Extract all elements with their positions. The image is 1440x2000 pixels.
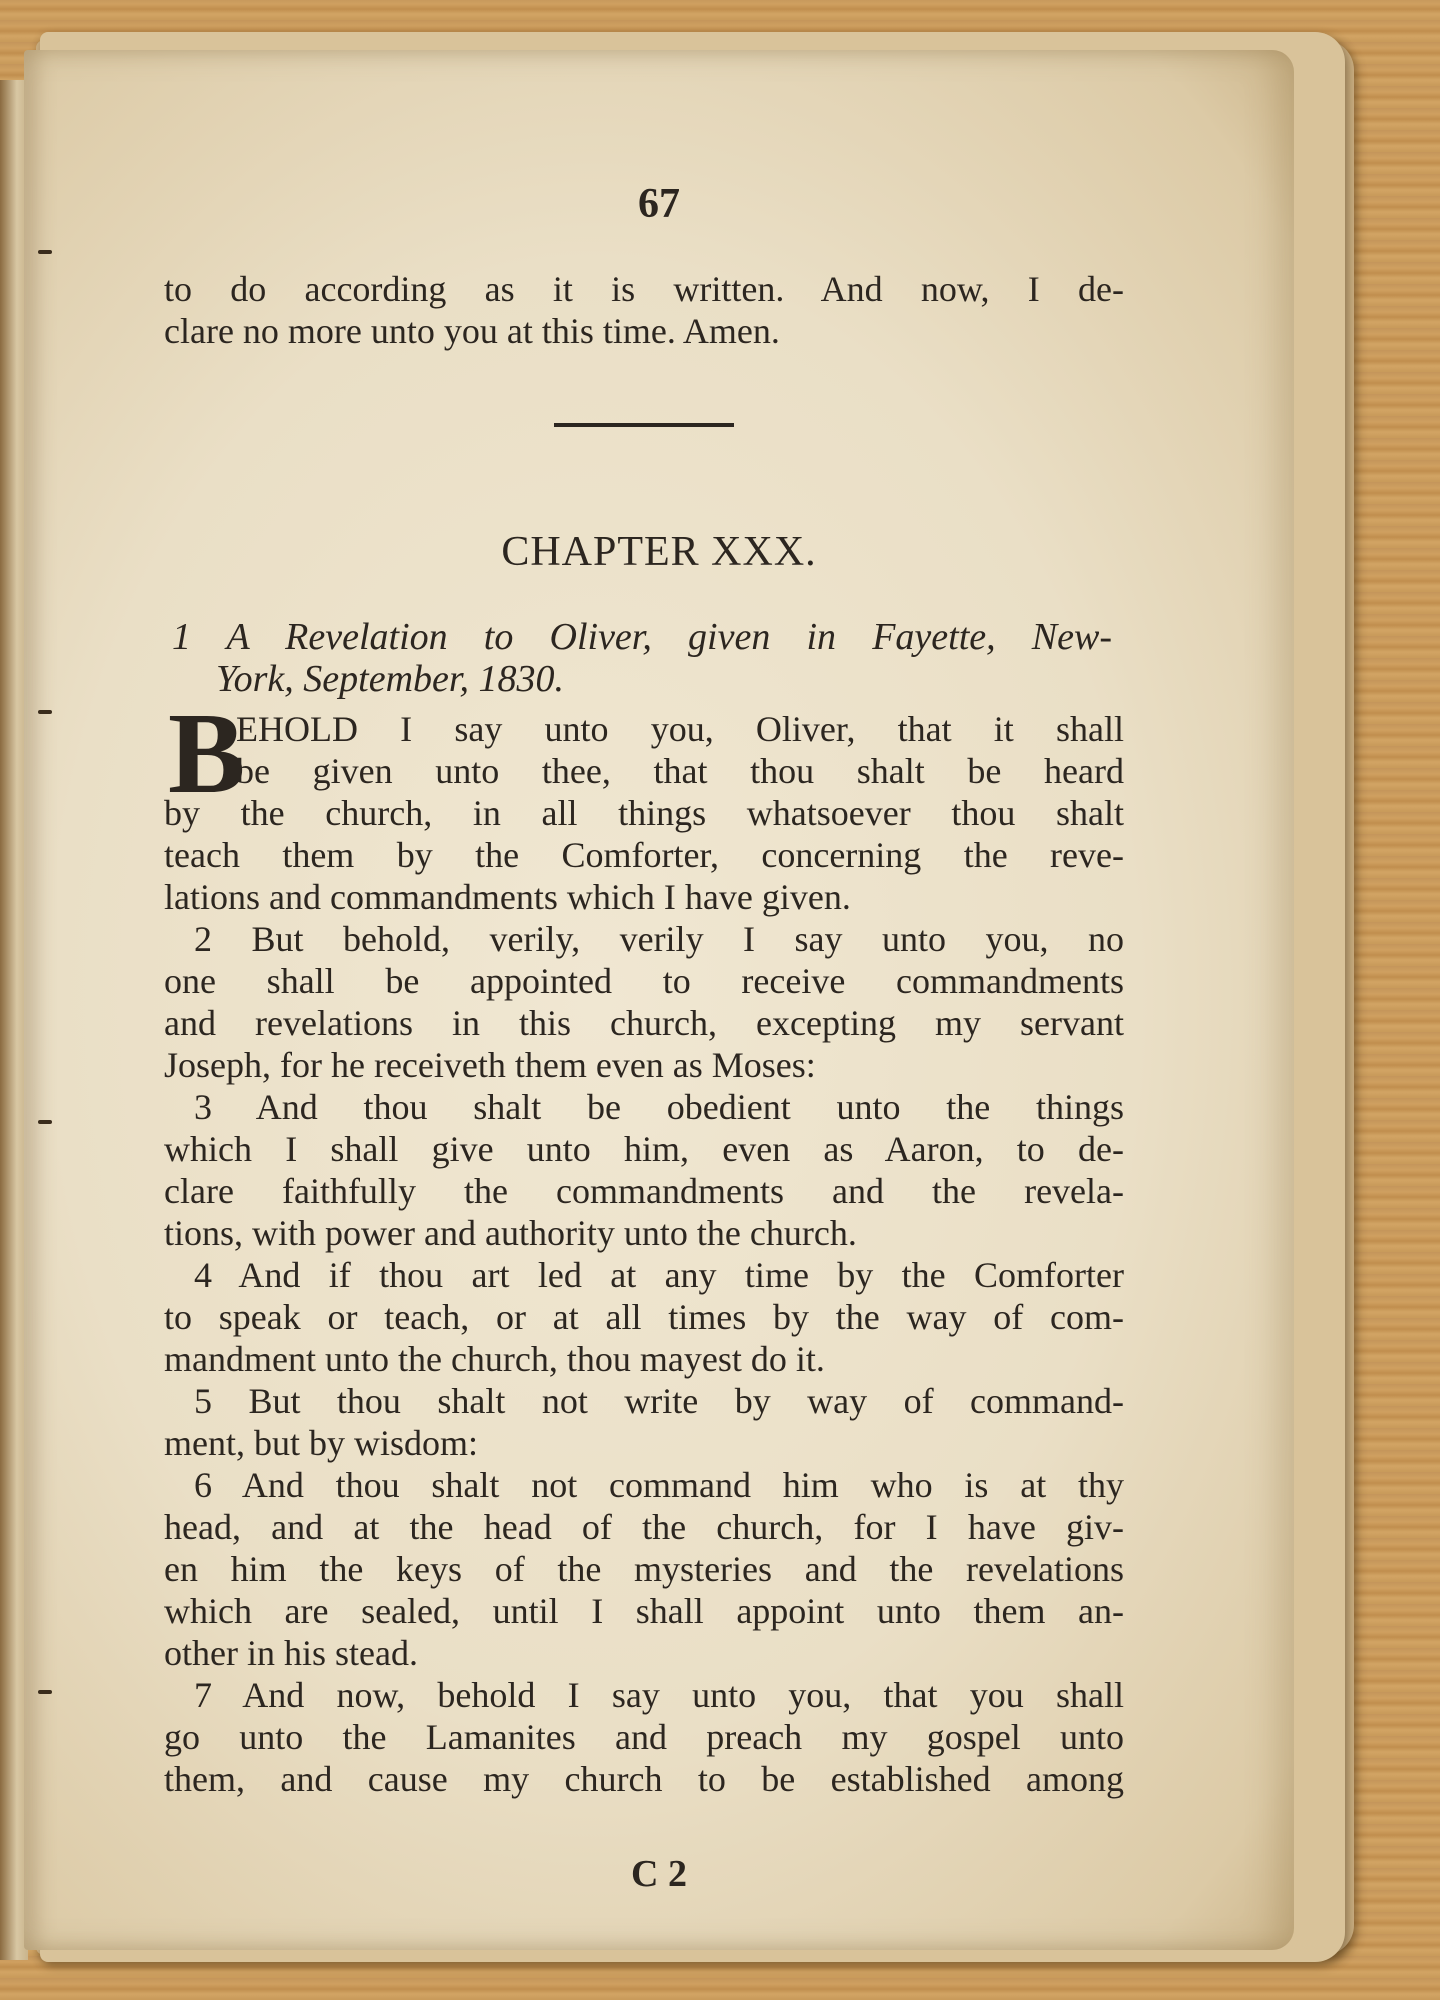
text-line: 7 And now, behold I say unto you, that you shall xyxy=(194,1675,1124,1715)
text-line: clare faithfully the commandments and the revela- xyxy=(164,1171,1124,1211)
text-line: other in his stead. xyxy=(164,1633,418,1673)
text-line: go unto the Lamanites and preach my gospel unto xyxy=(164,1717,1124,1757)
text-line: 6 And thou shalt not command him who is at thy xyxy=(194,1465,1124,1505)
verse-2 xyxy=(164,918,1124,1086)
drop-cap: B xyxy=(168,690,246,818)
verse-3 xyxy=(164,1086,1124,1254)
text-line: by the church, in all things whatsoever thou shalt xyxy=(164,793,1124,833)
verse-7 xyxy=(164,1674,1124,1800)
verse-1 xyxy=(164,708,1124,918)
page-number: 67 xyxy=(638,181,680,227)
text-line: and revelations in this church, excepting my servant xyxy=(164,1003,1124,1043)
text-line: 3 And thou shalt be obedient unto the things xyxy=(194,1087,1124,1127)
text-line: them, and cause my church to be established among xyxy=(164,1759,1124,1799)
heading-line: York, September, 1830. xyxy=(216,658,564,700)
binding-stitch xyxy=(38,1120,52,1124)
binding-stitch xyxy=(38,1690,52,1694)
text-line: 2 But behold, verily, verily I say unto you, no xyxy=(194,919,1124,959)
book-page xyxy=(24,50,1294,1950)
binding-stitch xyxy=(38,710,52,714)
verse-5 xyxy=(164,1380,1124,1464)
text-line: head, and at the head of the church, for I have giv- xyxy=(164,1507,1124,1547)
text-line: clare no more unto you at this time. Amen. xyxy=(164,311,780,351)
continuation-text xyxy=(164,268,1124,352)
text-line: which are sealed, until I shall appoint unto them an- xyxy=(164,1591,1124,1631)
text-line: 4 And if thou art led at any time by the Comforter xyxy=(194,1255,1124,1295)
heading-line: 1 A Revelation to Oliver, given in Fayette, New- xyxy=(172,616,1112,658)
chapter-title: CHAPTER XXX. xyxy=(501,529,817,575)
text-line: to do according as it is written. And now, I de- xyxy=(164,269,1124,309)
chapter-heading xyxy=(172,616,1112,700)
text-line: be given unto thee, that thou shalt be heard xyxy=(236,751,1124,791)
text-line: tions, with power and authority unto the church. xyxy=(164,1213,857,1253)
text-line: which I shall give unto him, even as Aaron, to de- xyxy=(164,1129,1124,1169)
text-line: Joseph, for he receiveth them even as Moses: xyxy=(164,1045,816,1085)
text-line: 5 But thou shalt not write by way of command- xyxy=(194,1381,1124,1421)
verse-6 xyxy=(164,1464,1124,1674)
text-line: ment, but by wisdom: xyxy=(164,1423,478,1463)
text-line: EHOLD I say unto you, Oliver, that it shall xyxy=(236,709,1124,749)
section-rule xyxy=(554,423,734,427)
text-line: to speak or teach, or at all times by the way of com- xyxy=(164,1297,1124,1337)
verse-4 xyxy=(164,1254,1124,1380)
binding-stitch xyxy=(38,250,52,254)
text-line: lations and commandments which I have given. xyxy=(164,877,851,917)
text-line: mandment unto the church, thou mayest do it. xyxy=(164,1339,825,1379)
text-line: one shall be appointed to receive commandments xyxy=(164,961,1124,1001)
signature-mark: C 2 xyxy=(631,1853,687,1895)
text-line: en him the keys of the mysteries and the revelations xyxy=(164,1549,1124,1589)
text-line: teach them by the Comforter, concerning the reve- xyxy=(164,835,1124,875)
